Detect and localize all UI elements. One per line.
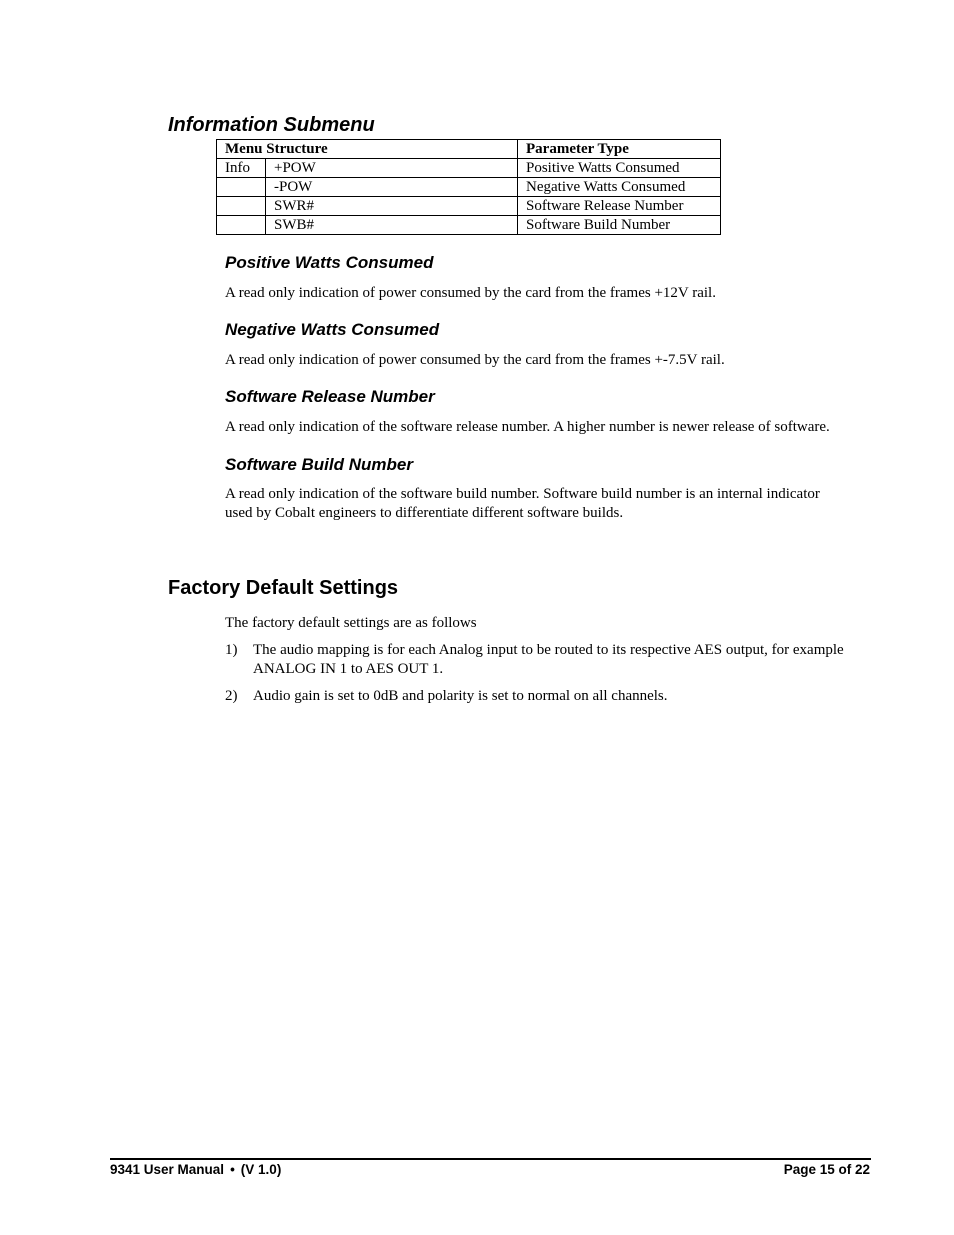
software-release-heading: Software Release Number: [225, 387, 435, 406]
list-item: [225, 641, 875, 679]
list-item-text-line-1: Audio gain is set to 0dB and polarity is set to normal on all channels.: [253, 688, 668, 704]
item-cell: SWR#: [266, 197, 518, 216]
positive-watts-text: A read only indication of power consumed by the card from the frames +12V rail.: [225, 285, 716, 301]
page-number: Page 15 of 22: [783, 1162, 870, 1177]
menu-cell: [217, 197, 266, 216]
footer-manual-info: [110, 1162, 281, 1178]
table-row: [217, 216, 721, 235]
parameter-cell: Negative Watts Consumed: [518, 178, 721, 197]
list-item-number: 1): [225, 642, 238, 658]
manual-version: (V 1.0): [240, 1162, 282, 1177]
list-item: [225, 687, 875, 706]
table-header-row: [217, 140, 721, 159]
bullet-separator: •: [230, 1162, 235, 1177]
table-row: [217, 197, 721, 216]
menu-structure-table: [216, 139, 721, 235]
table-row: [217, 159, 721, 178]
menu-cell: [217, 178, 266, 197]
parameter-cell: Software Release Number: [518, 197, 721, 216]
list-item-text-line-2: ANALOG IN 1 to AES OUT 1.: [253, 661, 444, 677]
positive-watts-heading: Positive Watts Consumed: [225, 253, 434, 272]
menu-cell: Info: [217, 159, 266, 178]
negative-watts-heading: Negative Watts Consumed: [225, 320, 440, 339]
parameter-cell: Software Build Number: [518, 216, 721, 235]
factory-default-intro: The factory default settings are as follows: [225, 615, 477, 631]
software-build-heading: Software Build Number: [225, 455, 413, 474]
factory-default-heading: Factory Default Settings: [168, 577, 399, 599]
menu-structure-header: Menu Structure: [217, 140, 518, 159]
menu-cell: [217, 216, 266, 235]
manual-name: 9341 User Manual: [110, 1162, 225, 1177]
footer-divider: [110, 1158, 871, 1160]
information-submenu-heading: Information Submenu: [168, 114, 375, 136]
item-cell: -POW: [266, 178, 518, 197]
parameter-type-header: Parameter Type: [518, 140, 721, 159]
parameter-cell: Positive Watts Consumed: [518, 159, 721, 178]
software-build-text-line-2: used by Cobalt engineers to differentiate different software builds.: [225, 505, 624, 521]
negative-watts-text: A read only indication of power consumed by the card from the frames +-7.5V rail.: [225, 352, 725, 368]
table-row: [217, 178, 721, 197]
list-item-text-line-1: The audio mapping is for each Analog input to be routed to its respective AES output, for example: [253, 642, 844, 658]
software-release-text: A read only indication of the software release number. A higher number is newer release of software.: [225, 419, 830, 435]
list-item-number: 2): [225, 688, 238, 704]
software-build-text-line-1: A read only indication of the software build number. Software build number is an internal indicator: [225, 486, 820, 502]
item-cell: +POW: [266, 159, 518, 178]
item-cell: SWB#: [266, 216, 518, 235]
